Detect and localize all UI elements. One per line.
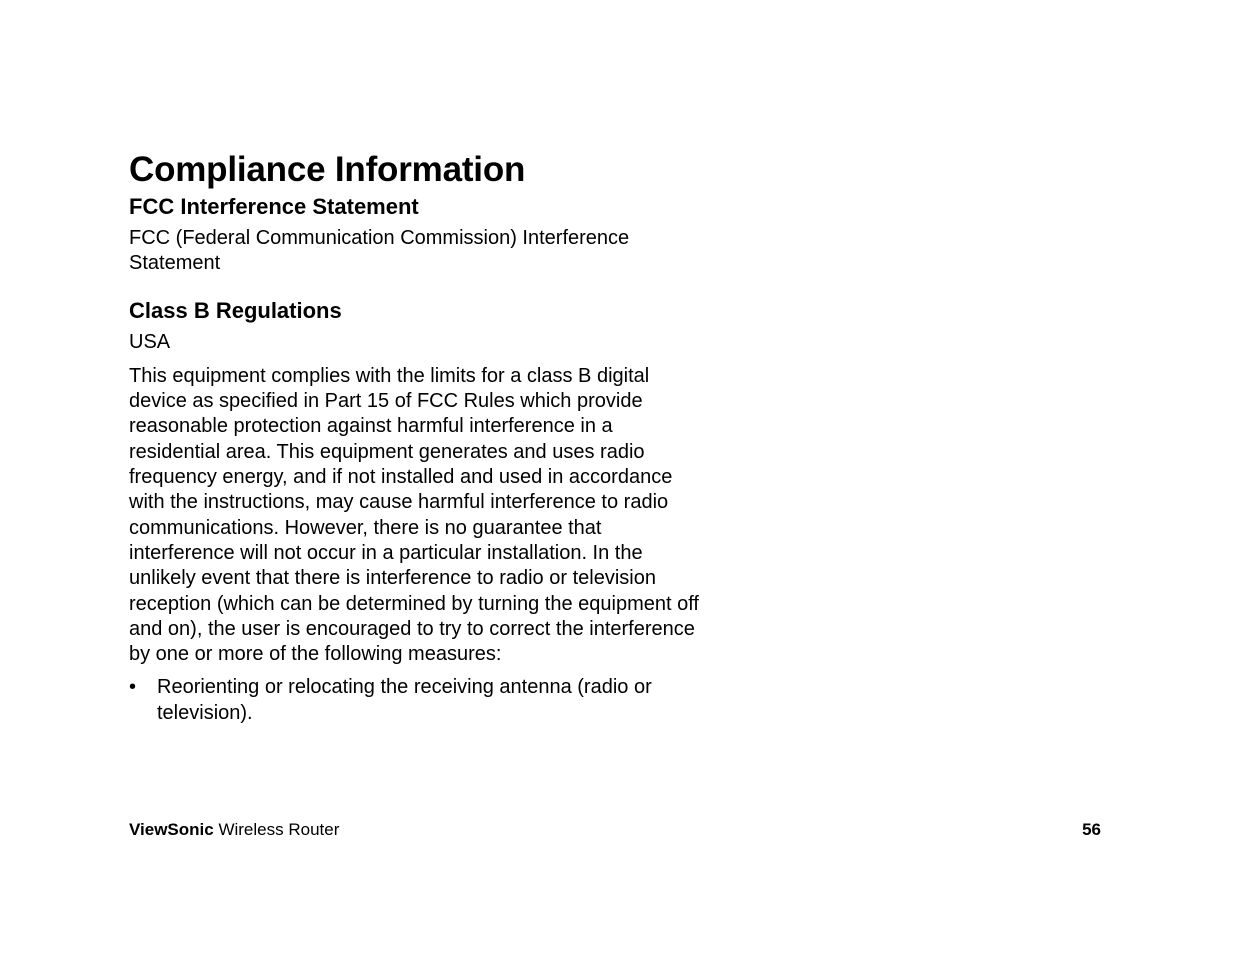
fcc-interference-heading: FCC Interference Statement — [129, 194, 419, 219]
footer-product — [129, 820, 339, 840]
measures-list — [129, 675, 704, 726]
footer-brand: ViewSonic — [129, 820, 214, 839]
page-number: 56 — [1082, 820, 1101, 839]
list-item-text: Reorienting or relocating the receiving antenna (radio or television). — [157, 676, 652, 724]
fcc-interference-text: FCC (Federal Communication Commission) Interference Statement — [129, 227, 630, 275]
region-label: USA — [129, 330, 171, 353]
page-title: Compliance Information — [129, 150, 526, 189]
document-content — [129, 150, 704, 726]
footer-product-name: Wireless Router — [218, 820, 340, 839]
list-item — [129, 675, 704, 726]
class-b-heading: Class B Regulations — [129, 297, 342, 323]
bullet-icon: • — [129, 676, 137, 699]
compliance-body-text: This equipment complies with the limits for a class B digital device as specified in Part 15 of FCC Rules which provide reasonable protection against harmful interference in a residential area. This equipment generates and uses radio frequency energy, and if not installed and used in accordance with the instructions, may cause harmful interference to radio communications. However, there is no guarantee that interference will not occur in a particular installation. In the unlikely event that there is interference to radio or television reception (which can be determined by turning the equipment off and on), the user is encouraged to try to correct the interference by one or more of the following measures: — [129, 364, 699, 666]
